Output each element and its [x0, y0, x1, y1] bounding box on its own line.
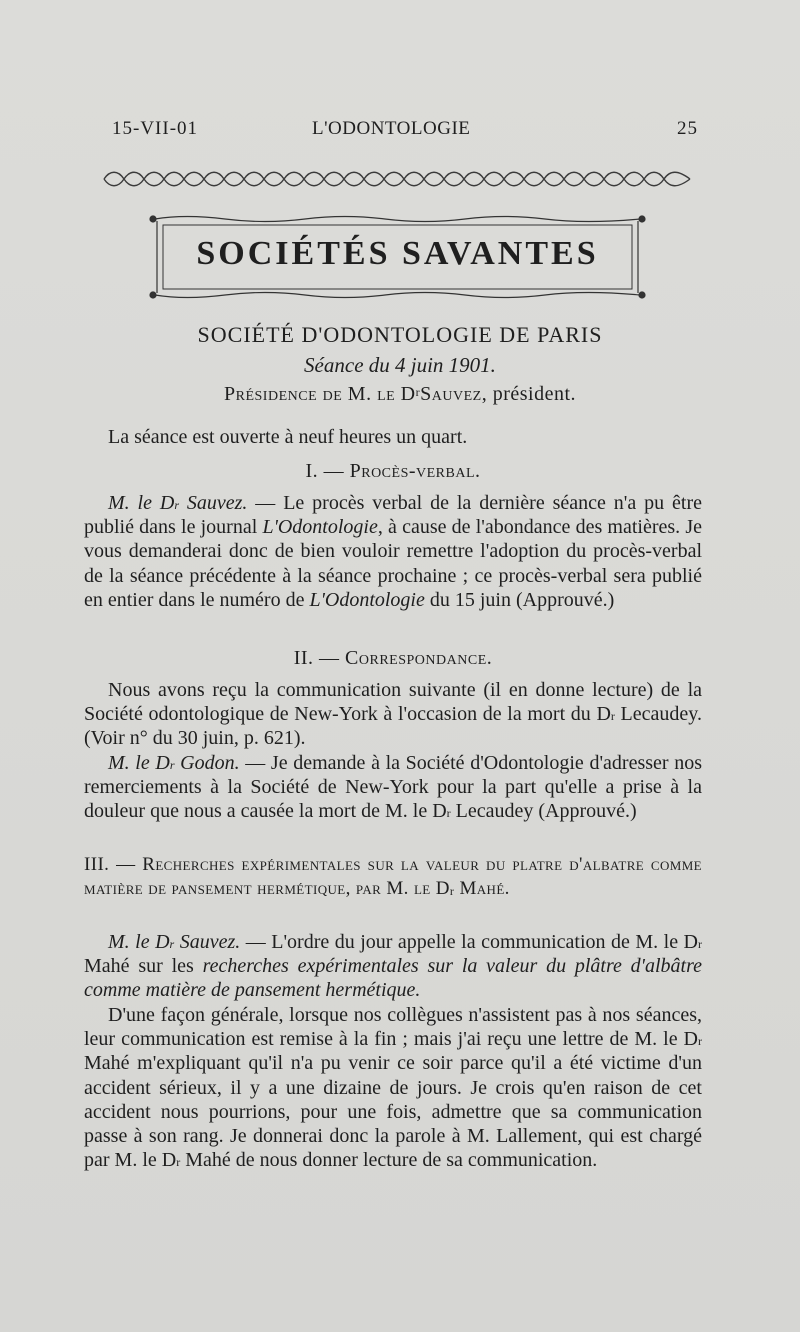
society-heading: SOCIÉTÉ D'ODONTOLOGIE DE PARIS — [197, 322, 603, 347]
section-1-heading: I. — Procès-verbal. — [305, 460, 481, 482]
section-2-heading: II. — Correspondance. — [293, 647, 493, 669]
section-2-paragraph-1: Nous avons reçu la communication suivante (il en donne lecture) de la Société odontologique de New-York à l'occasion de la mort du $D^r$ Lecaudey. (Voir n° du 30 juin, p. 621). — [84, 679, 702, 750]
meeting-date: Séance du 4 juin 1901. — [304, 353, 496, 377]
title-container — [145, 211, 650, 303]
opening-line: La séance est ouverte à neuf heures un quart. — [108, 426, 468, 448]
section-2-paragraph-2: M. le $D^r$ Godon. — Je demande à la Société d'Odontologie d'adresser nos remerciements à la Société de New-York pour la part qu'elle a prise à la douleur que nous a causée la mort de M. le $D^r$ Lecaudey (Approuvé.) — [84, 752, 702, 823]
section-3-paragraph-1: M. le $D^r$ Sauvez. — L'ordre du jour appelle la communication de M. le $D^r$ Mahé sur les recherches expérimentales sur la valeur du plâtre d'albâtre comme matière de pansement hermétique. — [84, 931, 703, 1002]
presidency-line: Présidence de M. le $D^rSauvez$, président. — [224, 383, 576, 405]
decorative-ornament-band — [100, 168, 694, 190]
issue-date: 15-VII-01 — [112, 118, 199, 139]
section-title: SOCIÉTÉS SAVANTES — [196, 235, 599, 272]
section-3-paragraph-2: D'une façon générale, lorsque nos collègues n'assistent pas à nos séances, leur communication est remise à la fin ; mais j'ai reçu une lettre de M. le $D^r$ Mahé m'expliquant qu'il n'a pu venir ce soir parce qu'il a été victime d'un accident sérieux, il y a une dizaine de jours. Je crois qu'en raison de cet accident nous pourrions, pour une fois, admettre que sa communication passe à son rang. Je donnerai donc la parole à M. Lallement, qui est chargé par M. le $D^r$ Mahé de nous donner lecture de sa communication. — [84, 1004, 702, 1172]
page-number: 25 — [677, 118, 698, 139]
section-1-paragraph: M. le $D^r$ Sauvez. — Le procès verbal de la dernière séance n'a pu être publié dans le journal L'Odontologie, à cause de l'abondance des matières. Je vous demanderai donc de bien vouloir remettre l'adoption du procès-verbal de la séance précédente à la séance prochaine ; ce procès-verbal sera publié en entier dans le numéro de L'Odontologie du 15 juin (Approuvé.) — [84, 492, 702, 611]
section-3-heading: III. — Recherches expérimentales sur la valeur du platre d'albatre comme matière de pansement hermétique, par M. le $D^r$ Mahé. — [84, 854, 702, 899]
journal-name: L'ODONTOLOGIE — [312, 118, 471, 139]
running-header — [112, 118, 704, 146]
